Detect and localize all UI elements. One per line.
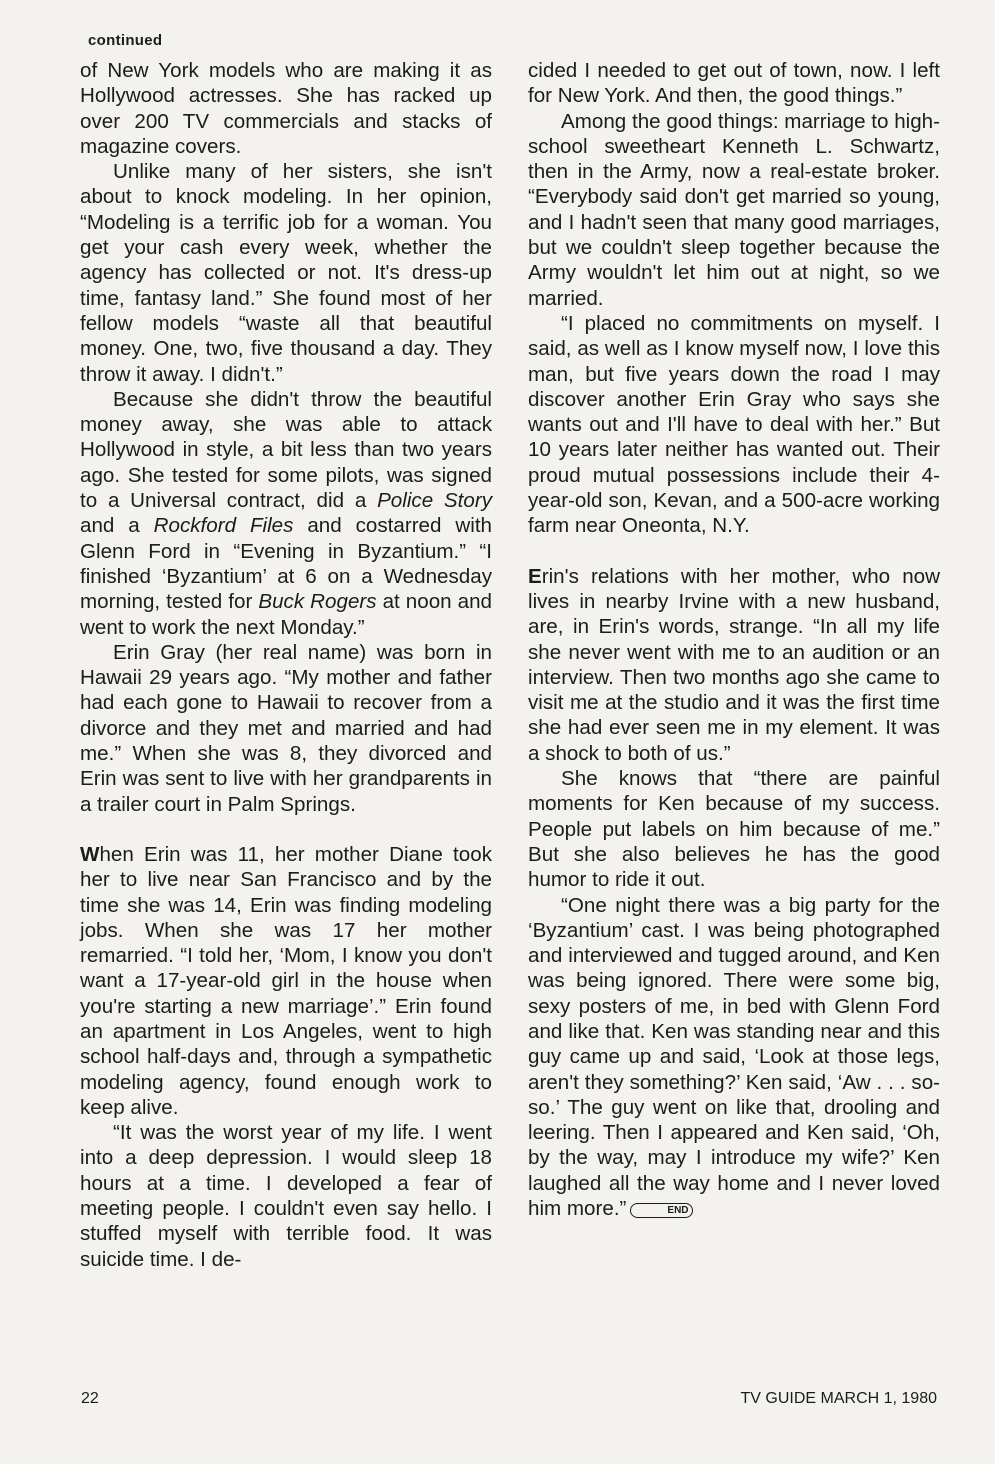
paragraph: of New York models who are making it as Hollywood actresses. She has racked up over 200 TV commercials and stacks of magazine covers. bbox=[80, 59, 492, 158]
page-number: 22 bbox=[81, 1390, 99, 1407]
paragraph: Among the good things: marriage to high-school sweetheart Kenneth L. Schwartz, then in the Army, now a real-estate broker. “Everybody said don't get married so young, and I hadn't seen that many good marriages, but we couldn't sleep together because the Army wouldn't let him out at night, so we married. bbox=[528, 109, 940, 310]
paragraph: “It was the worst year of my life. I went into a deep depression. I would sleep 18 hours at a time. I developed a fear of meeting people. I couldn't even say hello. I stuffed myself with terrible food. It was suicide time. I de- bbox=[80, 1121, 492, 1271]
paragraph: Unlike many of her sisters, she isn't about to knock modeling. In her opinion, “Modeling is a terrific job for a woman. You get your cash every week, whether the agency has collected or not. It's dress-up time, fantasy land.” She found most of her fellow models “waste all that beautiful money. One, two, five thousand a day. They throw it away. I didn't.” bbox=[80, 160, 492, 386]
end-mark-icon: END bbox=[630, 1203, 692, 1218]
left-column bbox=[80, 58, 492, 1272]
show-title: Buck Rogers bbox=[258, 590, 377, 614]
paragraph: “I placed no commitments on myself. I said, as well as I know myself now, I love this man, but five years down the road I may discover another Erin Gray who says she wants out and I'll have to deal with her.” But 10 years later neither has wanted out. Their proud mutual possessions include their 4-year-old son, Kevan, and a 500-acre working farm near Oneonta, N.Y. bbox=[528, 311, 940, 538]
paragraph: She knows that “there are painful moments for Ken because of my success. People put labels on him because of me.” But she also believes he has the good humor to ride it out. bbox=[528, 767, 940, 892]
section-paragraph: When Erin was 11, her mother Diane took her to live near San Francisco and by the time she was 14, Erin was finding modeling jobs. When she was 17 her mother remarried. “I told her, ‘Mom, I know you don't want a 17-year-old girl in the house when you're starting a new marriage’.” Erin found an apartment in Los Angeles, went to high school half-days and, through a sympathetic modeling agency, found enough work to keep alive. bbox=[80, 842, 492, 1119]
paragraph: “One night there was a big party for the ‘Byzantium’ cast. I was being photographed and interviewed and tugged around, and Ken was being ignored. There were some big, sexy posters of me, in bed with Glenn Ford and like that. Ken was standing near and this guy came up and said, ‘Look at those legs, aren't they something?’ Ken said, ‘Aw . . . so-so.’ The guy went on like that, drooling and leering. Then I appeared and Ken said, ‘Oh, by the way, may I introduce my wife?’ Ken laughed all the way home and I never loved him more.” END bbox=[528, 893, 940, 1221]
paragraph: Erin Gray (her real name) was born in Hawaii 29 years ago. “My mother and father had each gone to Hawaii to recover from a divorce and they met and married and had me.” When she was 8, they divorced and Erin was sent to live with her grandparents in a trailer court in Palm Springs. bbox=[80, 640, 492, 816]
paragraph: cided I needed to get out of town, now. I left for New York. And then, the good things.” bbox=[528, 59, 940, 108]
section-paragraph: Erin's relations with her mother, who now lives in nearby Irvine with a new husband, are, in Erin's words, strange. “In all my life she never went with me to an audition or an interview. Then two months ago she came to visit me at the studio and it was the first time she had ever seen me in my element. It was a shock to both of us.” bbox=[528, 564, 940, 765]
continued-label: continued bbox=[88, 32, 163, 49]
show-title: Rockford Files bbox=[153, 514, 294, 538]
right-column bbox=[528, 58, 940, 1221]
bold-initial: W bbox=[80, 842, 100, 866]
paragraph: Because she didn't throw the beautiful money away, she was able to attack Hollywood in style, a bit less than two years ago. She tested for some pilots, was signed to a Universal contract, did a Police Story and a Rockford Files and costarred with Glenn Ford in “Evening in Byzantium.” “I finished ‘Byzantium’ at 6 on a Wednesday morning, tested for Buck Rogers at noon and went to work the next Monday.” bbox=[80, 387, 492, 639]
bold-initial: E bbox=[528, 564, 542, 588]
publication-footer: TV GUIDE MARCH 1, 1980 bbox=[740, 1390, 937, 1407]
show-title: Police Story bbox=[377, 489, 492, 513]
